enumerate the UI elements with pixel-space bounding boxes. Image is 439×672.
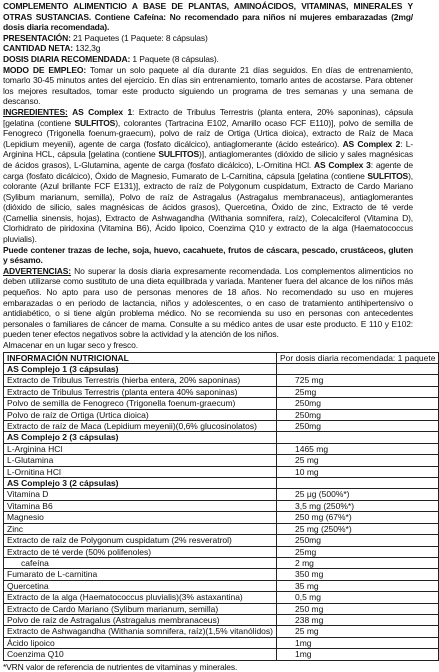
nutrition-row	[4, 466, 439, 477]
nutrient-name: AS Complejo 1 (3 cápsulas)	[7, 364, 119, 374]
nutrient-amount: 3,5 mg (250%*)	[277, 500, 439, 511]
nutrient-name: Extracto de raíz de Maca (Lepidium meyenii)(0,6% glucosinolatos)	[7, 421, 257, 432]
nutrient-name: Magnesio	[7, 512, 44, 523]
nutrient-name: Ácido lipoico	[7, 637, 55, 648]
presentation-label: PRESENTACIÓN:	[3, 32, 71, 43]
nutrient-name: Polvo de raíz de Astragalus (Astragalus membranaceus)	[7, 614, 220, 625]
nutrient-amount: 238 mg	[277, 614, 439, 625]
nutrition-row	[4, 443, 439, 454]
nutrient-amount: 250mg	[277, 409, 439, 420]
nutrition-row	[4, 512, 439, 523]
complex2-text-b: )], antiaglomerantes (dióxido de silicio y sales magnésicas de ácidos grasos), L-Glutamina, agente de carga (fosfato dicálcico), L-Ornitina HCl.	[3, 149, 413, 170]
nutrition-row	[4, 603, 439, 614]
daily-dose-value: 1 Paquete (8 cápsulas).	[130, 53, 219, 64]
complex1-text-a: : Extracto de Tribulus Terrestris (planta entera, 20% saponinas), cápsula [gelatina (contiene	[3, 106, 414, 128]
nutrient-name: Extracto de la alga (Haematococcus pluvialis)(3% astaxantina)	[7, 592, 243, 603]
nutrition-row	[4, 523, 439, 534]
nutrition-row	[4, 614, 439, 625]
nutrient-amount	[277, 364, 439, 375]
nutrient-name: Extracto de raíz de Polygonum cuspidatum (2% resveratrol)	[7, 535, 232, 546]
usage-label: MODO DE EMPLEO:	[3, 64, 87, 75]
nutrient-amount: 25 mg	[277, 455, 439, 466]
warnings-label: ADVERTENCIAS:	[3, 265, 71, 276]
nutrient-amount	[277, 478, 439, 489]
daily-dose-label: DOSIS DIARIA RECOMENDADA:	[3, 53, 131, 64]
nutrition-row	[4, 592, 439, 603]
traces-text: Puede contener trazas de leche, soja, huevo, cacahuete, frutos de cáscara, pescado, crustáceos, gluten y sésamo.	[3, 244, 413, 266]
complex3-text-b: ), colorante (Azul brillante FCF E131)], extracto de raíz de Polygonum cuspidatum, Extracto de Cardo Mariano (Sylibum marianum, semilla), Polvo de raíz de Astragalus (Astragalus membranaceus), antiaglomerantes (dióxido de silicio, sales magnésicas de ácidos grasos), Quercetina, Óxido de zinc, Extracto de té verde (Camellia sinensis, hojas), Extracto de Ashwagandha (Withania somnifera, raíz), Colecalciferol (Vitamina D), Clorhidrato de piridoxina (Vitamina B6), Ácido lipoico, Coenzima Q10 y extracto de la alga (Haematococcus pluvialis).	[3, 170, 413, 245]
nutrient-amount: 25 μg (500%*)	[277, 489, 439, 500]
nutrition-section-row	[4, 478, 439, 489]
nutrient-amount: 25mg	[277, 546, 439, 557]
nutrient-name: L-Ornitina HCl	[7, 466, 61, 477]
nutrient-amount: 250 mg (67%*)	[277, 512, 439, 523]
nutrient-name: Extracto de Tribulus Terrestris (planta entera 40% saponinas)	[7, 386, 238, 397]
warnings-text: No superar la dosis diaria expresamente recomendada. Los complementos alimenticios no deben utilizarse como sustituto de una dieta equilibrada y variada. Mantener fuera del alcance de los niños más pequeños. No apto para uso de personas menores de 18 años. No recomendado su uso en mujeres embarazadas o en periodo de lactancia, niños y adolescentes, o en caso de tratamiento antihipertensivo o antidiabético, o si tiene algún problema médico. No se recomienda su uso en personas con antecedentes personales o familiares de cáncer de mama. Consulte a su médico antes de usar este producto. E 110 y E102: pueden tener efectos negativos sobre la actividad y la atención de los niños.	[3, 265, 413, 340]
nutrition-header-title: INFORMACIÓN NUTRICIONAL	[4, 352, 277, 363]
ingredients-label: INGREDIENTES:	[3, 106, 68, 117]
nutrition-row	[4, 535, 439, 546]
nutrition-row	[4, 409, 439, 420]
net-quantity-value: 132,3g	[72, 43, 101, 54]
complex2-label: AS Complex 2	[342, 138, 401, 149]
nutrient-amount: 10 mg	[277, 466, 439, 477]
nutrition-section-row	[4, 364, 439, 375]
nutrient-amount: 350 mg	[277, 569, 439, 580]
nutrition-row	[4, 398, 439, 409]
nutrient-amount: 250 mg	[277, 603, 439, 614]
nutrient-name: Polvo de raíz de Ortiga (Urtica dioica)	[7, 409, 149, 420]
nutrient-name: L-Glutamina	[7, 455, 54, 466]
nutrition-table	[3, 352, 439, 661]
nutrition-row	[4, 546, 439, 557]
nutrient-name: Extracto de té verde (50% polifenoles)	[7, 546, 152, 557]
storage-text: Almacenar en un lugar seco y fresco.	[3, 340, 138, 350]
nutrition-row	[4, 557, 439, 568]
complex1-label: AS Complex 1	[72, 106, 133, 117]
nutrient-name: Extracto de Cardo Mariano (Sylibum marianum, semilla)	[7, 603, 219, 614]
nutrient-amount: 0,5 mg	[277, 592, 439, 603]
complex2-text-a: : L-Arginina HCL, cápsula [gelatina (contiene	[3, 138, 413, 160]
nutrient-amount: 250mg	[277, 398, 439, 409]
nutrient-name: AS Complejo 3 (2 cápsulas)	[7, 478, 119, 489]
nutrition-row	[4, 637, 439, 648]
ingredients-paragraph	[3, 107, 413, 245]
nutrition-row	[4, 500, 439, 511]
nutrient-amount: 250mg	[277, 421, 439, 432]
nutrient-name: Fumarato de L-carnitina	[7, 569, 98, 580]
nutrient-amount: 250mg	[277, 535, 439, 546]
complex3-label: AS Complex 3	[313, 159, 371, 170]
nutrition-row	[4, 455, 439, 466]
nutrient-amount: 1mg	[277, 637, 439, 648]
nutrient-amount: 725 mg	[277, 375, 439, 386]
presentation-line	[3, 33, 413, 44]
warnings-paragraph	[3, 266, 413, 340]
intro-text: COMPLEMENTO ALIMENTICIO A BASE DE PLANTAS, AMINOÁCIDOS, VITAMINAS, MINERALES Y OTRAS SUSTANCIAS. Contiene Cafeína: No recomendado para niños ni mujeres embarazadas (2mg/ dosis diaria recomendada).	[3, 1, 413, 33]
nutrition-row	[4, 580, 439, 591]
nutrition-row	[4, 489, 439, 500]
daily-dose-line	[3, 54, 413, 65]
nutrition-section-row	[4, 432, 439, 443]
net-quantity-label: CANTIDAD NETA:	[3, 43, 73, 54]
nutrition-row	[4, 569, 439, 580]
nutrient-name: Coenzima Q10	[7, 649, 64, 660]
nutrition-row	[4, 421, 439, 432]
nutrient-amount: 25mg	[277, 386, 439, 397]
nutrient-amount: 25 mg	[277, 626, 439, 637]
nutrition-table-header	[4, 352, 439, 363]
nutrient-name: Vitamina D	[7, 489, 49, 500]
presentation-value: 21 Paquetes (1 Paquete: 8 cápsulas)	[70, 32, 208, 43]
nutrition-row	[4, 375, 439, 386]
nutrition-header-per-dose: Por dosis diaria recomendada: 1 paquete	[277, 352, 439, 363]
nutrition-row	[4, 649, 439, 660]
nutrient-name: Quercetina	[7, 580, 49, 591]
nutrient-amount: 35 mg	[277, 580, 439, 591]
complex1-text-b: ), colorantes (Tartracina E102, Amarillo ocaso FCF E110)], polvo de semilla de Fenogreco (Trigonella foenum-graecum), polvo de raíz de Ortiga (Urtica dioica), extracto de Raíz de Maca (Lepidium meyenii), agente de carga (fosfato dicálcico), antiaglomerante (ácido esteárico).	[3, 117, 413, 149]
complex3-text-a: : agente de carga (fosfato dicálcico), Óxido de Magnesio, Fumarato de L-Carnitina, cápsula [gelatina (contiene	[3, 159, 413, 181]
nutrient-amount: 25 mg (250%*)	[277, 523, 439, 534]
nutrient-name: Polvo de semilla de Fenogreco (Trigonella foenum-graecum)	[7, 398, 236, 409]
nutrient-amount: 1465 mg	[277, 443, 439, 454]
product-label	[3, 0, 436, 672]
nutrient-amount: 1mg	[277, 649, 439, 660]
nutrient-name: cafeína	[21, 557, 49, 568]
footnote: *VRN valor de referencia de nutrientes de vitaminas y minerales.	[3, 661, 238, 672]
allergen-sulfites: SULFITOS	[74, 117, 116, 128]
net-quantity-line	[3, 43, 413, 54]
nutrient-name: AS Complejo 2 (3 cápsulas)	[7, 432, 119, 443]
nutrient-name: Zinc	[7, 523, 24, 534]
nutrition-row	[4, 626, 439, 637]
nutrient-name: L-Arginina HCl	[7, 443, 63, 454]
nutrient-name: Extracto de Ashwagandha (Withania somnifera, raíz)(1,5% vitanólidos)	[7, 626, 273, 637]
allergen-sulfites: SULFITOS	[158, 149, 200, 160]
usage-text: Tomar un solo paquete al día durante 21 días seguidos. En días de entrenamiento, tomarlo 30-45 minutos antes del ejercicio. En días sin entrenamiento, tomarlo antes de acostarse. Para obtener los mejores resultados, tomar este producto siguiendo un programa de tres semanas y una semana de descanso.	[3, 64, 413, 107]
nutrient-amount: 2 mg	[277, 557, 439, 568]
allergen-sulfites: SULFITOS	[367, 170, 409, 181]
nutrient-name: Vitamina B6	[7, 500, 53, 511]
usage-paragraph	[3, 65, 413, 107]
nutrient-name: Extracto de Tribulus Terrestris (hierba entera, 20% saponinas)	[7, 375, 241, 386]
nutrition-row	[4, 386, 439, 397]
nutrient-amount	[277, 432, 439, 443]
